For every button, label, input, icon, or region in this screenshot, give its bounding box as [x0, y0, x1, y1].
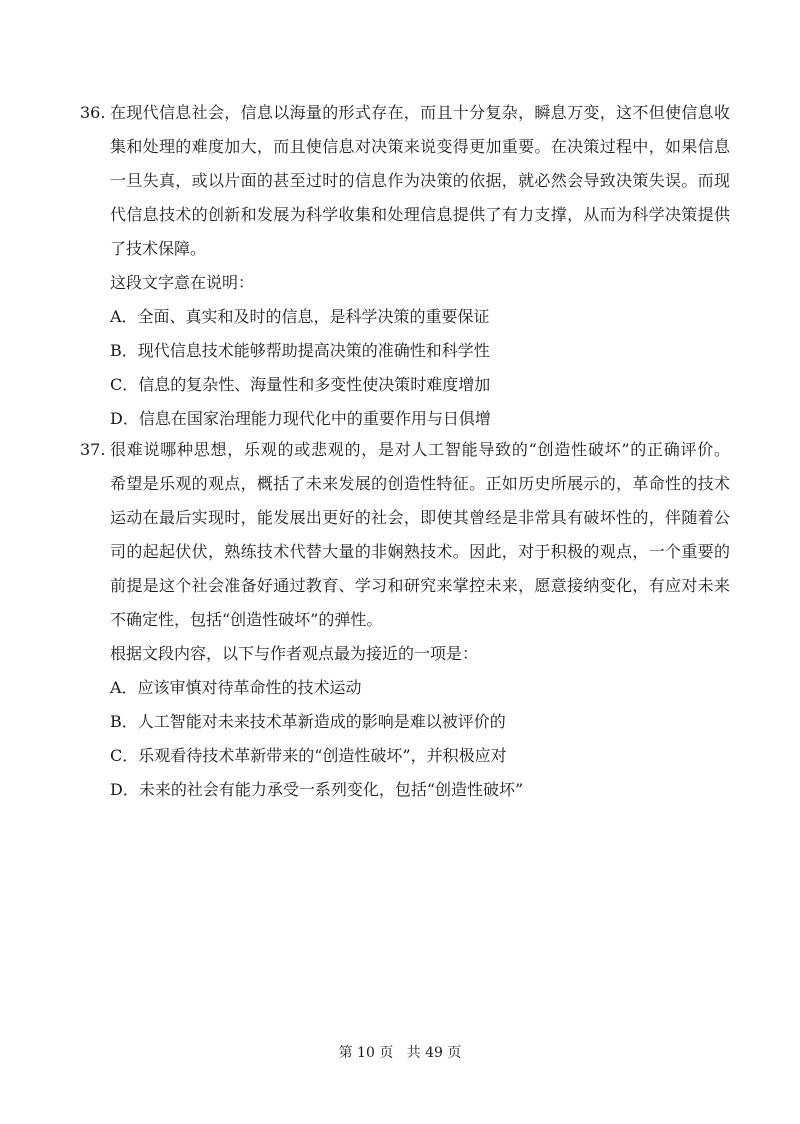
option-a [80, 300, 730, 334]
option-c [80, 368, 730, 402]
option-b [80, 705, 730, 739]
stem-text: 一旦失真，或以片面的甚至过时的信息作为决策的依据，就必然会导致决策失误。而现 [110, 171, 730, 190]
question-prompt [80, 637, 730, 671]
prompt-text: 根据文段内容，以下与作者观点最为接近的一项是： [110, 644, 479, 663]
stem-text: 了技术保障。 [110, 239, 207, 258]
option-text: A．应该审慎对待革命性的技术运动 [110, 678, 362, 697]
question-stem-line [80, 535, 730, 569]
question-stem-line [80, 130, 730, 164]
stem-text: 集和处理的难度加大，而且使信息对决策来说变得更加重要。在决策过程中，如果信息 [110, 137, 730, 156]
option-text: B．人工智能对未来技术革新造成的影响是难以被评价的 [110, 712, 506, 731]
prompt-text: 这段文字意在说明： [110, 273, 255, 292]
stem-text: 不确定性，包括“创造性破坏”的弹性。 [110, 610, 383, 629]
stem-text: 在现代信息社会，信息以海量的形式存在，而且十分复杂，瞬息万变，这不但使信息收 [110, 103, 730, 122]
question-36 [80, 96, 730, 436]
question-stem-line [80, 501, 730, 535]
stem-text: 希望是乐观的观点，概括了未来发展的创造性特征。正如历史所展示的，革命性的技术 [110, 474, 730, 493]
question-37 [80, 433, 730, 807]
question-stem-line [80, 433, 730, 467]
question-stem-line [80, 603, 730, 637]
option-c [80, 739, 730, 773]
question-number: 37. [80, 440, 106, 459]
stem-text: 司的起起伏伏，熟练技术代替大量的非娴熟技术。因此，对于积极的观点，一个重要的 [110, 542, 730, 561]
option-text: C．信息的复杂性、海量性和多变性使决策时难度增加 [110, 375, 491, 394]
stem-text: 很难说哪种思想，乐观的或悲观的，是对人工智能导致的“创造性破坏”的正确评价。 [110, 440, 730, 459]
question-stem-line [80, 467, 730, 501]
stem-text: 前提是这个社会准备好通过教育、学习和研究来掌控未来，愿意接纳变化，有应对未来 [110, 576, 730, 595]
question-stem-line [80, 164, 730, 198]
option-text: B．现代信息技术能够帮助提高决策的准确性和科学性 [110, 341, 490, 360]
option-text: D．信息在国家治理能力现代化中的重要作用与日俱增 [110, 409, 491, 428]
question-stem-line [80, 232, 730, 266]
question-stem-line [80, 96, 730, 130]
option-b [80, 334, 730, 368]
option-a [80, 671, 730, 705]
option-text: A．全面、真实和及时的信息，是科学决策的重要保证 [110, 307, 490, 326]
question-stem-line [80, 569, 730, 603]
page-footer: 第 10 页 共 49 页 [338, 1045, 462, 1061]
option-d [80, 402, 730, 436]
option-text: D．未来的社会有能力承受一系列变化，包括“创造性破坏” [110, 780, 524, 799]
question-prompt [80, 266, 730, 300]
question-stem-line [80, 198, 730, 232]
stem-text: 代信息技术的创新和发展为科学收集和处理信息提供了有力支撑，从而为科学决策提供 [110, 205, 730, 224]
stem-text: 运动在最后实现时，能发展出更好的社会，即使其曾经是非常具有破坏性的，伴随着公 [110, 508, 730, 527]
option-d [80, 773, 730, 807]
question-number: 36. [80, 103, 106, 122]
option-text: C．乐观看待技术革新带来的“创造性破坏”，并积极应对 [110, 746, 507, 765]
